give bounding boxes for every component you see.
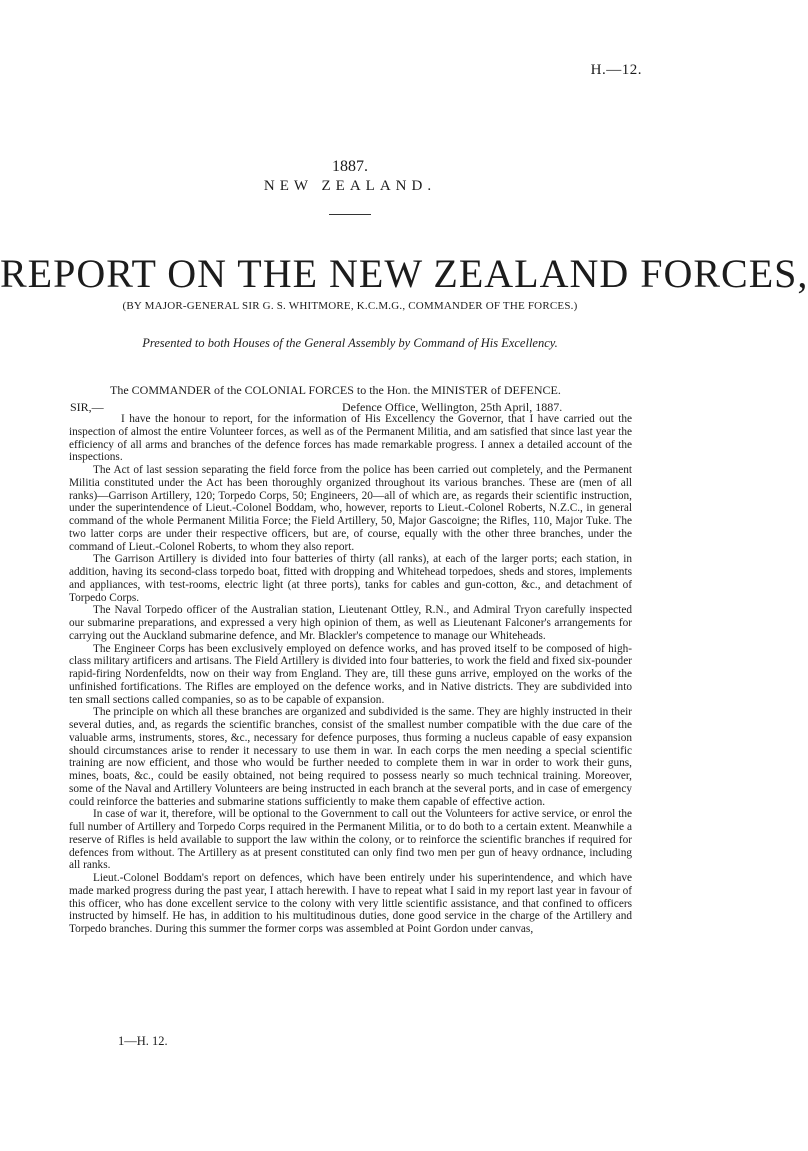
- document-country: NEW ZEALAND.: [263, 178, 437, 194]
- letter-heading: The COMMANDER of the COLONIAL FORCES to the Hon. the MINISTER of DEFENCE.: [110, 383, 561, 397]
- body-paragraph: Lieut.-Colonel Boddam's report on defences, which have been entirely under his superintendence, and which have made marked progress during the past year, I attach herewith. I have to repeat what I said in my report last year in favour of this officer, who has done excellent service to the colony with very little scientific assistance, and that confined to officers instructed by himself. He has, in addition to his multitudinous duties, done good service in the charge of the Artillery and Torpedo branches. During this summer the former corps was assembled at Point Gordon under canvas,: [69, 872, 632, 935]
- presentation-note: Presented to both Houses of the General Assembly by Command of His Excellency.: [142, 336, 558, 350]
- letter-salutation: SIR,—: [70, 400, 104, 414]
- body-paragraph: The Garrison Artillery is divided into four batteries of thirty (all ranks), at each of the larger ports; each station, in addition, having its second-class torpedo boat, fitted with dropping and Whitehead torpedoes, sheds and stores, implements and appliances, with test-rooms, electric light (at three ports), tanks for cables and gun-cotton, &c., and detachment of Torpedo Corps.: [69, 553, 632, 604]
- page-reference: H.—12.: [590, 62, 642, 78]
- body-paragraph: I have the honour to report, for the information of His Excellency the Governor, that I have carried out the inspection of almost the entire Volunteer forces, as well as of the Permanent Militia, and am satisfied that since last year the efficiency of all arms and branches of the defence forces has made remarkable progress. I annex a detailed account of the inspections.: [69, 413, 632, 464]
- body-paragraph: The principle on which all these branches are organized and subdivided is the same. They are highly instructed in their several duties, and, as regards the scientific branches, consist of the smallest number compatible with the due care of the valuable arms, instruments, stores, &c., necessary for defence purposes, thus forming a nucleus capable of easy expansion should circumstances arise to render it necessary to use them in war. In each corps the men needing a special scientific training are now efficient, and those who would be further needed to complete them in war in order to work their guns, mines, boats, &c., could be easily obtained, not being required to possess nearly so much technical training. Moreover, some of the Naval and Artillery Volunteers are being instructed in each branch at the several ports, and in case of emergency could reinforce the batteries and submarine stations sufficiently to make them capable of effective action.: [69, 706, 632, 808]
- document-year: 1887.: [332, 158, 368, 175]
- letter-dateline: Defence Office, Wellington, 25th April, 1887.: [342, 400, 563, 414]
- body-paragraph: The Act of last session separating the field force from the police has been carried out completely, and the Permanent Militia constituted under the Act has been thoroughly organized throughout its various branches. These are (men of all ranks)—Garrison Artillery, 120; Torpedo Corps, 50; Engineers, 20—all of which are, as regards their scientific instruction, under the superintendence of Lieut.-Colonel Boddam, who, however, reports to Lieut.-Colonel Roberts, N.Z.C., in general command of the whole Permanent Militia Force; the Field Artillery, 50, Major Gascoigne; the Rifles, 110, Major Tuke. The two latter corps are under their respective officers, but are, of course, equally with the other three branches, under the command of Lieut.-Colonel Roberts, to whom they also report.: [69, 464, 632, 553]
- sheet-reference: 1—H. 12.: [118, 1034, 168, 1048]
- document-subtitle: (BY MAJOR-GENERAL SIR G. S. WHITMORE, K.C.M.G., COMMANDER OF THE FORCES.): [122, 300, 578, 312]
- title-divider: [329, 214, 371, 215]
- letter-body: [69, 413, 632, 936]
- document-title: REPORT ON THE NEW ZEALAND FORCES,: [0, 251, 808, 296]
- body-paragraph: The Naval Torpedo officer of the Australian station, Lieutenant Ottley, R.N., and Admiral Tryon carefully inspected our submarine preparations, and expressed a very high opinion of them, as well as Lieutenant Falconer's arrangements for carrying out the Auckland submarine defence, and Mr. Blackler's competence to manage our Whiteheads.: [69, 604, 632, 642]
- body-paragraph: The Engineer Corps has been exclusively employed on defence works, and has proved itself to be composed of high-class military artificers and artisans. The Field Artillery is divided into four batteries, to work the field and fixed six-pounder rapid-firing Nordenfeldts, now on their way from England. They are, till these guns arrive, employed on the works of the unfinished fortifications. The Rifles are employed on the defence works, and in Native districts. They are subdivided into ten small sections called companies, so as to be capable of expansion.: [69, 642, 632, 706]
- body-paragraph: In case of war it, therefore, will be optional to the Government to call out the Volunteers for active service, or enrol the full number of Artillery and Torpedo Corps required in the Permanent Militia, or to do both to a certain extent. Meanwhile a reserve of Rifles is held available to support the law within the colony, or to reinforce the scientific branches if required for defences from without. The Artillery as at present constituted can only find two men per gun of heavy ordnance, including all ranks.: [69, 808, 632, 872]
